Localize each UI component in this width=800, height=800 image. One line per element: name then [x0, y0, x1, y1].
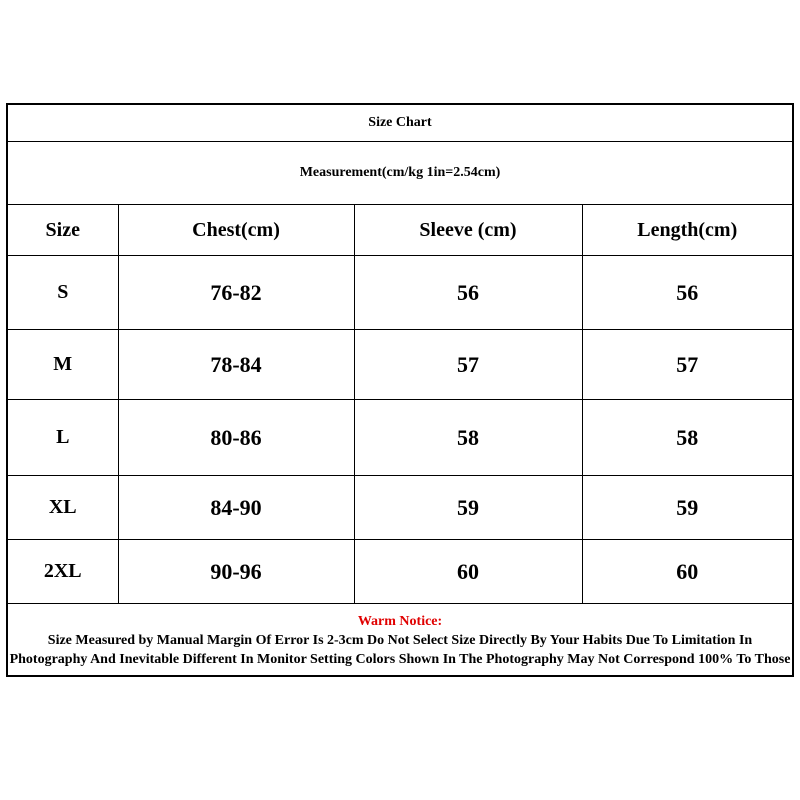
chest-cell: 84-90	[118, 476, 354, 540]
size-cell: L	[8, 400, 118, 476]
chest-cell: 78-84	[118, 330, 354, 400]
table-row	[8, 400, 792, 476]
table-row	[8, 476, 792, 540]
chest-cell: 80-86	[118, 400, 354, 476]
size-cell: XL	[8, 476, 118, 540]
chest-cell: 76-82	[118, 256, 354, 330]
sleeve-cell: 58	[354, 400, 582, 476]
size-cell: 2XL	[8, 540, 118, 604]
table-row	[8, 330, 792, 400]
sleeve-cell: 57	[354, 330, 582, 400]
size-table	[8, 205, 792, 604]
header-sleeve: Sleeve (cm)	[354, 205, 582, 256]
length-cell: 59	[582, 476, 792, 540]
header-length: Length(cm)	[582, 205, 792, 256]
table-row	[8, 540, 792, 604]
sleeve-cell: 56	[354, 256, 582, 330]
table-row	[8, 256, 792, 330]
size-cell: S	[8, 256, 118, 330]
measurement-note: Measurement(cm/kg 1in=2.54cm)	[8, 142, 792, 205]
size-chart	[6, 103, 794, 677]
chart-title: Size Chart	[8, 105, 792, 142]
notice-body: Size Measured by Manual Margin Of Error Is 2-3cm Do Not Select Size Directly By Your Habits Due To Limitation In Photography And Inevitable Different In Monitor Setting Colors Shown In The Photography May Not Correspond 100% To Those	[9, 633, 791, 667]
length-cell: 60	[582, 540, 792, 604]
size-cell: M	[8, 330, 118, 400]
length-cell: 57	[582, 330, 792, 400]
chest-cell: 90-96	[118, 540, 354, 604]
length-cell: 58	[582, 400, 792, 476]
header-row	[8, 205, 792, 256]
header-chest: Chest(cm)	[118, 205, 354, 256]
sleeve-cell: 59	[354, 476, 582, 540]
header-size: Size	[8, 205, 118, 256]
length-cell: 56	[582, 256, 792, 330]
notice-title: Warm Notice:	[357, 614, 443, 629]
warm-notice	[8, 604, 792, 675]
sleeve-cell: 60	[354, 540, 582, 604]
